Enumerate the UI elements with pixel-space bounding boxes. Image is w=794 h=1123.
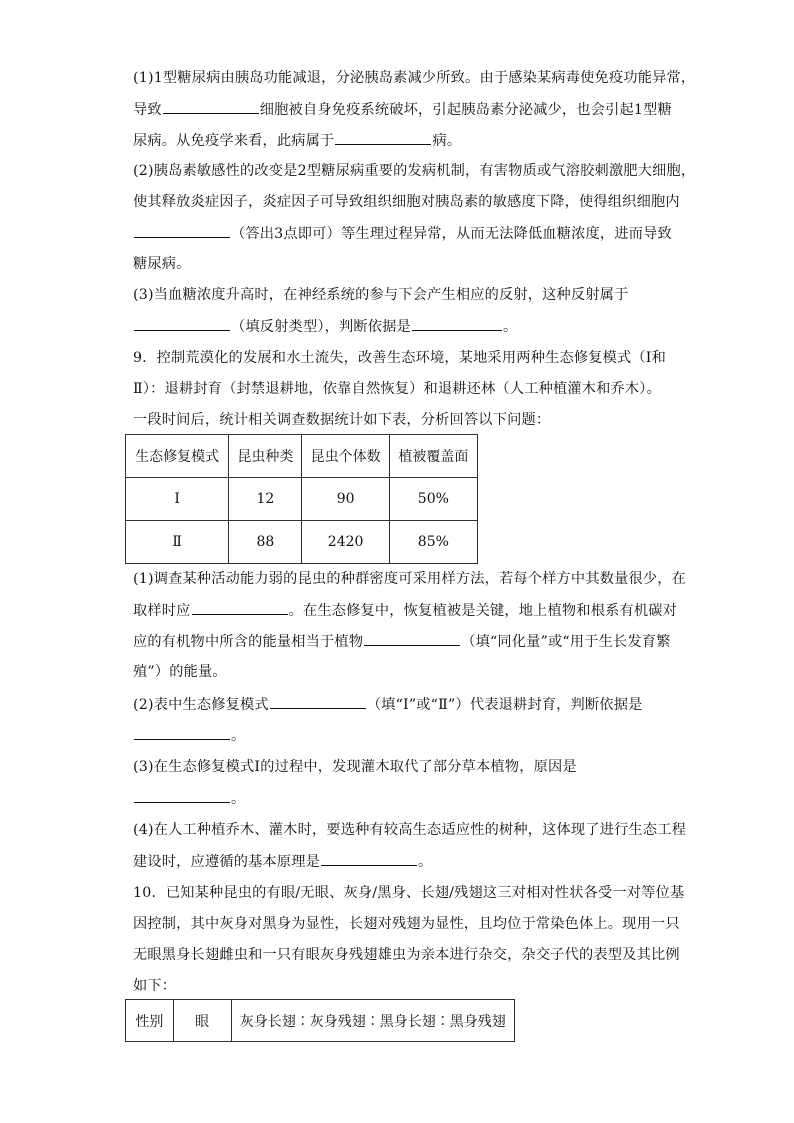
q9-s1-line4: 殖”）的能量。 xyxy=(133,664,227,680)
q8-p2-line1: (2)胰岛素敏感性的改变是2型糖尿病重要的发病机制，有害物质或气溶胶刺激肥大细胞， xyxy=(133,163,696,179)
table-cell: Ⅱ xyxy=(126,521,229,564)
q8-p2-line3: （答出3点即可）等生理过程异常，从而无法降低血糖浓度，进而导致 xyxy=(133,223,672,244)
answer-blank[interactable] xyxy=(270,694,366,709)
table-header-cell: 昆虫种类 xyxy=(229,435,302,478)
q8-p2-line4: 糖尿病。 xyxy=(133,256,191,272)
answer-blank[interactable] xyxy=(163,99,259,114)
table-header-cell: 植被覆盖面 xyxy=(389,435,477,478)
table-header-cell: 灰身长翅∶灰身残翅∶黑身长翅∶黑身残翅 xyxy=(231,1000,514,1042)
answer-blank[interactable] xyxy=(134,316,230,331)
table-header-cell: 昆虫个体数 xyxy=(302,435,389,478)
q9-s1-line2: 取样时应 。在生态修复中，恢复植被是关键，地上植物和根系有机碳对 xyxy=(133,600,677,621)
table-header-row xyxy=(126,435,478,478)
answer-blank[interactable] xyxy=(134,223,230,238)
table-cell: Ⅰ xyxy=(126,478,229,521)
answer-blank[interactable] xyxy=(134,788,230,803)
table-header-cell: 生态修复模式 xyxy=(126,435,229,478)
q9-s2-line2: 。 xyxy=(133,725,245,746)
q10-line4: 如下： xyxy=(133,978,177,994)
table-cell: 50% xyxy=(389,478,477,521)
q9-s4-line2: 建设时，应遵循的基本原理是 。 xyxy=(133,851,432,872)
table-header-cell: 性别 xyxy=(126,1000,174,1042)
q10-line3: 无眼黑身长翅雌虫和一只有眼灰身残翅雄虫为亲本进行杂交，杂交子代的表型及其比例 xyxy=(133,947,680,963)
table-cell: 85% xyxy=(389,521,477,564)
table-cell: 2420 xyxy=(302,521,389,564)
q9-s1-line1: (1)调查某种活动能力弱的昆虫的种群密度可采用样方法，若每个样方中其数量很少，在 xyxy=(133,571,687,587)
q9-line3: 一段时间后，统计相关调查数据统计如下表，分析回答以下问题： xyxy=(133,412,551,428)
q8-p1-line2: 导致 细胞被自身免疫系统破坏，引起胰岛素分泌减少，也会引起1型糖 xyxy=(133,99,672,120)
answer-blank[interactable] xyxy=(321,851,417,866)
q9-s4-line1: (4)在人工种植乔木、灌木时，要选种有较高生态适应性的树种，这体现了进行生态工程 xyxy=(133,822,687,838)
q8-p1-line1: (1)1型糖尿病由胰岛功能减退，分泌胰岛素减少所致。由于感染某病毒使免疫功能异常， xyxy=(133,70,696,86)
q8-p2-line2: 使其释放炎症因子，炎症因子可导致组织细胞对胰岛素的敏感度下降，使得组织细胞内 xyxy=(133,194,680,210)
table-cell: 12 xyxy=(229,478,302,521)
q9-s3-line1: (3)在生态修复模式Ⅰ的过程中，发现灌木取代了部分草本植物，原因是 xyxy=(133,759,577,775)
answer-blank[interactable] xyxy=(134,725,230,740)
q8-p1-line3: 尿病。从免疫学来看，此病属于 病。 xyxy=(133,130,461,151)
answer-blank[interactable] xyxy=(192,600,288,615)
table-header-cell: 眼 xyxy=(173,1000,231,1042)
q10-data-table xyxy=(125,999,515,1042)
q8-p3-line1: (3)当血糖浓度升高时，在神经系统的参与下会产生相应的反射，这种反射属于 xyxy=(133,287,629,303)
table-cell: 90 xyxy=(302,478,389,521)
q9-data-table xyxy=(125,434,478,564)
q9-s2-line1: (2)表中生态修复模式 （填“Ⅰ”或“Ⅱ”）代表退耕封育，判断依据是 xyxy=(133,694,642,715)
table-cell: 88 xyxy=(229,521,302,564)
q8-p3-line2: （填反射类型），判断依据是 。 xyxy=(133,316,517,337)
table-row xyxy=(126,478,478,521)
answer-blank[interactable] xyxy=(364,631,460,646)
q9-s1-line3: 应的有机物中所含的能量相当于植物 （填“同化量”或“用于生长发育繁 xyxy=(133,631,671,652)
q9-line2: Ⅱ）：退耕封育（封禁退耕地，依靠自然恢复）和退耕还林（人工种植灌木和乔木）。 xyxy=(133,381,661,397)
table-row xyxy=(126,521,478,564)
answer-blank[interactable] xyxy=(335,130,431,145)
q10-line2: 因控制，其中灰身对黑身为显性，长翅对残翅为显性，且均位于常染色体上。现用一只 xyxy=(133,916,680,932)
q10-line1: 10．已知某种昆虫的有眼/无眼、灰身/黑身、长翅/残翅这三对相对性状各受一对等位基 xyxy=(133,885,685,901)
q9-s3-line2: 。 xyxy=(133,788,245,809)
table-header-row xyxy=(126,1000,515,1042)
answer-blank[interactable] xyxy=(412,316,502,331)
q9-line1: 9．控制荒漠化的发展和水土流失，改善生态环境，某地采用两种生态修复模式（Ⅰ和 xyxy=(133,350,666,366)
